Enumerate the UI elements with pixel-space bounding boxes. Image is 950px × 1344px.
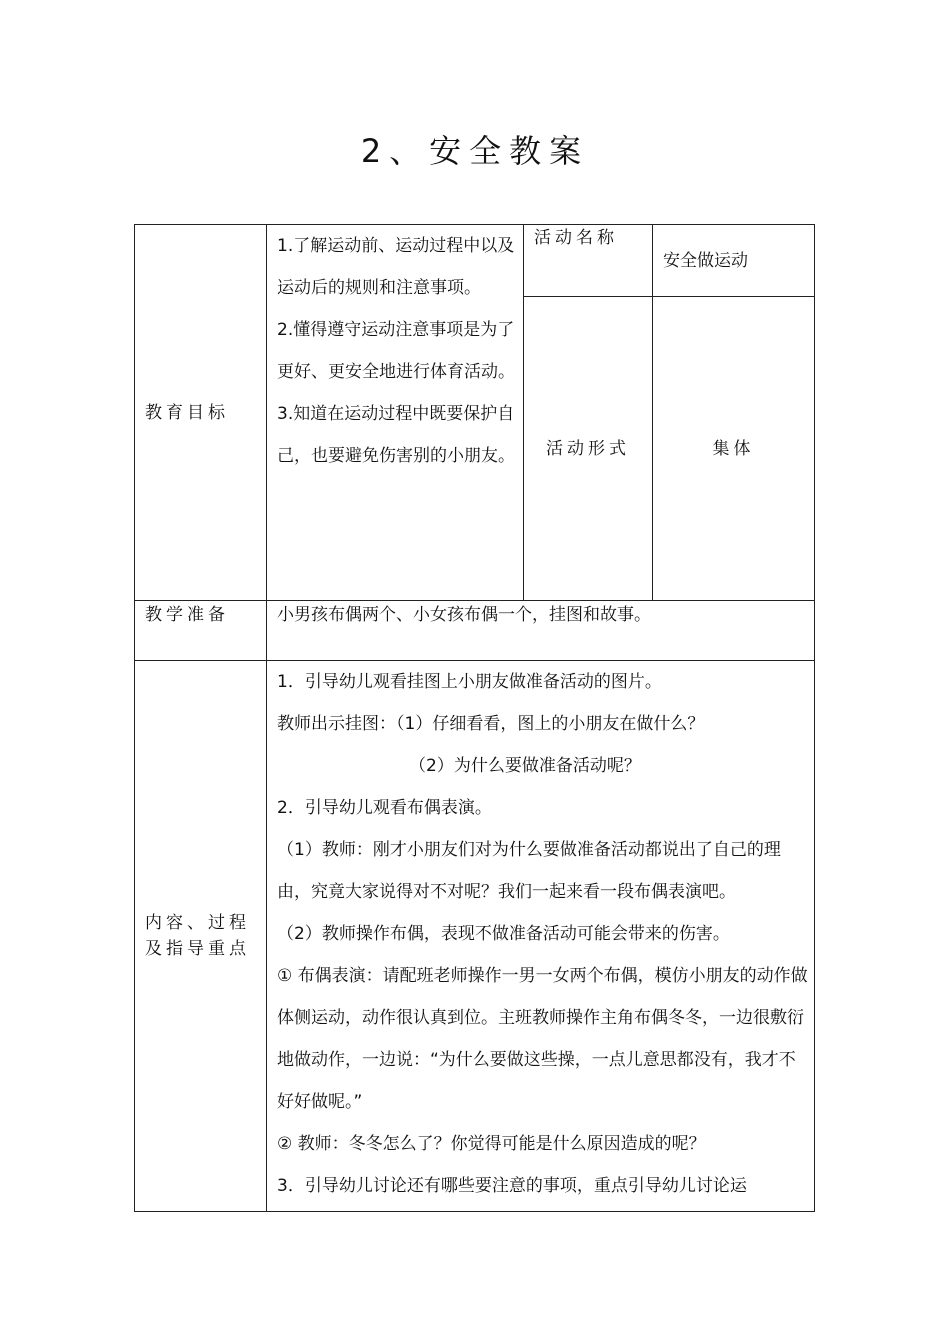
content-line: （2）教师操作布偶，表现不做准备活动可能会带来的伤害。 <box>277 924 730 944</box>
activity-name-label-cell <box>524 225 653 297</box>
content-line: 3．引导幼儿讨论还有哪些要注意的事项，重点引导幼儿讨论运 <box>277 1176 747 1196</box>
activity-form-value-cell <box>653 297 815 601</box>
activity-form-label-cell <box>524 297 653 601</box>
activity-form-value: 集体 <box>712 438 755 459</box>
prep-value: 小男孩布偶两个、小女孩布偶一个，挂图和故事。 <box>277 605 651 625</box>
goals-cell <box>267 225 524 601</box>
page-title: 2、安全教案 <box>360 132 590 170</box>
content-line: 2．引导幼儿观看布偶表演。 <box>277 798 492 818</box>
goal-item: 2.懂得遵守运动注意事项是为了更好、更安全地进行体育活动。 <box>277 320 515 382</box>
lesson-plan-table <box>134 224 815 1212</box>
activity-form-label: 活动形式 <box>546 438 630 459</box>
content-label-cell <box>135 661 267 1212</box>
content-line: 1．引导幼儿观看挂图上小朋友做准备活动的图片。 <box>277 672 662 692</box>
activity-name-value-cell <box>653 225 815 297</box>
content-line: 教师出示挂图：（1）仔细看看，图上的小朋友在做什么？ <box>277 714 705 734</box>
goal-item: 1.了解运动前、运动过程中以及运动后的规则和注意事项。 <box>277 236 515 298</box>
goal-item: 3.知道在运动过程中既要保护自己，也要避免伤害别的小朋友。 <box>277 404 515 466</box>
content-label: 内容、过程及指导重点 <box>145 913 250 959</box>
prep-value-cell <box>267 601 815 661</box>
prep-label-cell <box>135 601 267 661</box>
prep-label: 教学准备 <box>145 605 229 625</box>
content-cell <box>267 661 815 1212</box>
content-line: ② 教师：冬冬怎么了？你觉得可能是什么原因造成的呢？ <box>277 1134 706 1154</box>
goal-label: 教育目标 <box>145 402 229 423</box>
content-line: ① 布偶表演：请配班老师操作一男一女两个布偶，模仿小朋友的动作做体侧运动，动作很认真到位。主班教师操作主角布偶冬冬，一边很敷衍地做动作，一边说：“为什么要做这些操，一点儿意思都没有，我才不好好做呢。” <box>277 966 808 1112</box>
content-line: （2）为什么要做准备活动呢？ <box>409 756 641 776</box>
activity-name-label: 活动名称 <box>534 228 618 248</box>
activity-name-value: 安全做运动 <box>663 250 748 271</box>
content-line: （1）教师：刚才小朋友们对为什么要做准备活动都说出了自己的理由，究竟大家说得对不对呢？我们一起来看一段布偶表演吧。 <box>277 840 781 902</box>
goal-label-cell <box>135 225 267 601</box>
